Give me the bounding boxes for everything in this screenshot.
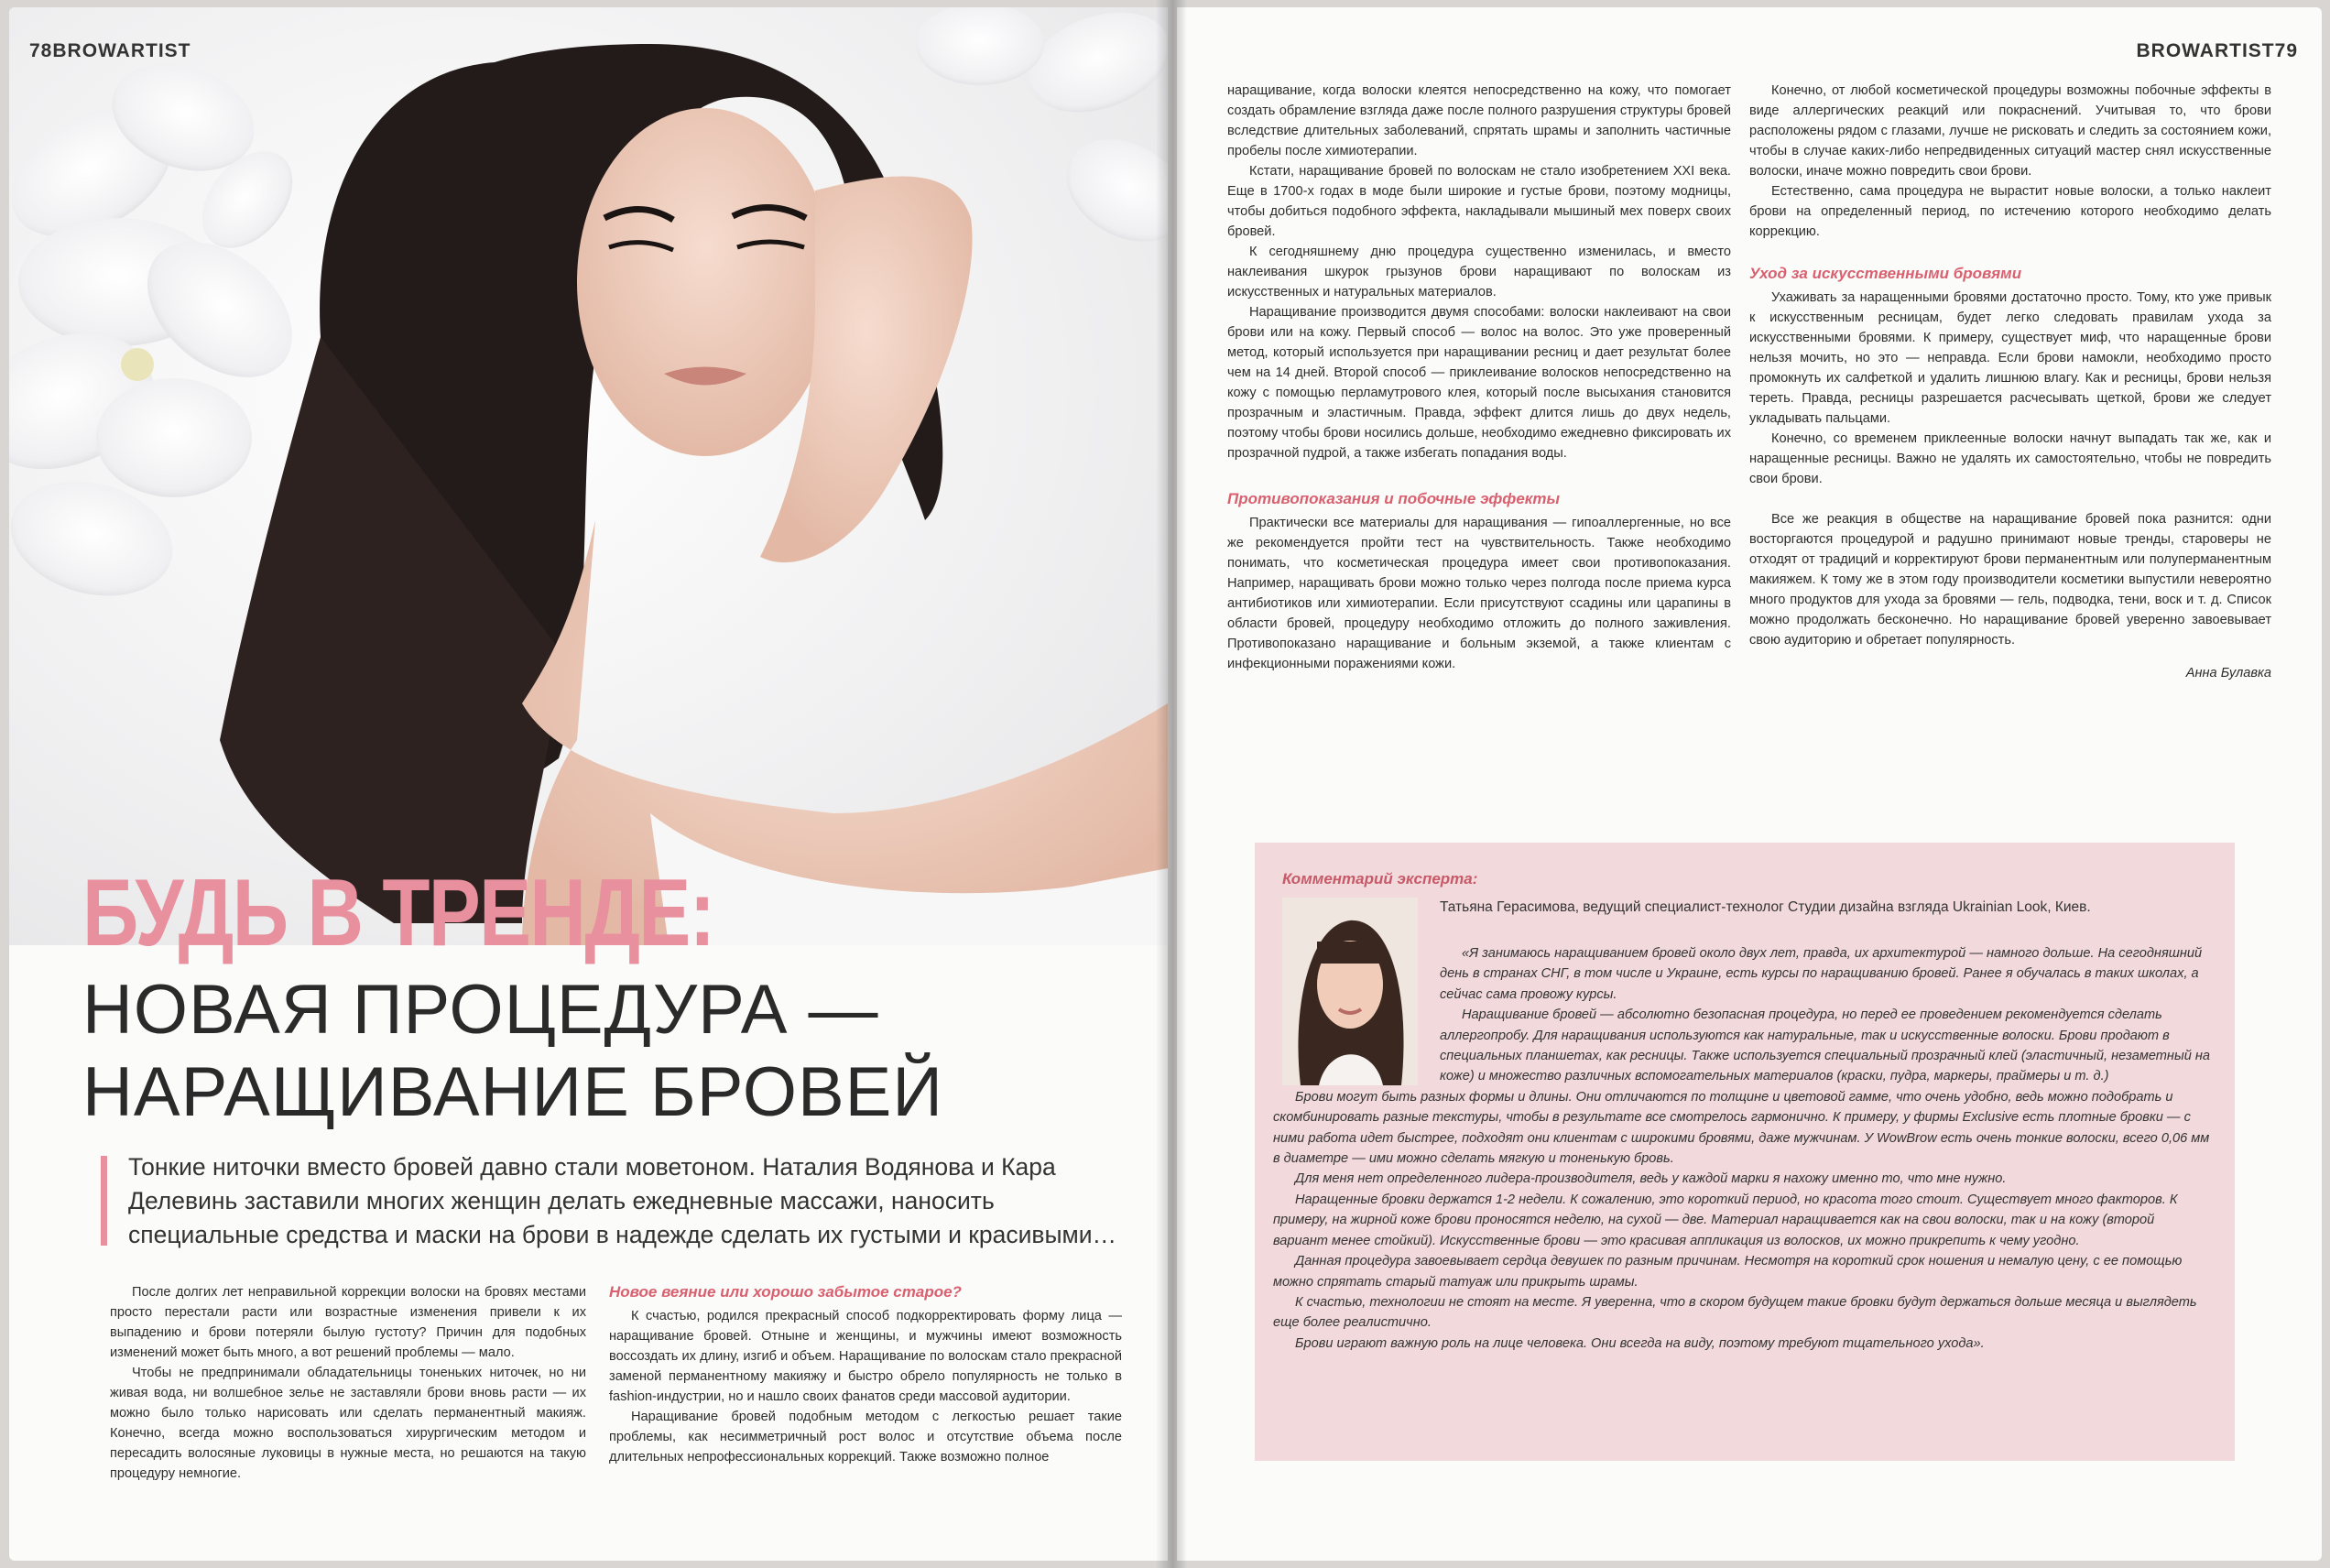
expert-name: Татьяна Герасимова, ведущий специалист-технолог Студии дизайна взгляда Ukrainian Look, Киев.	[1440, 899, 2091, 915]
headline-accent: БУДЬ В ТРЕНДЕ:	[82, 860, 714, 966]
hero-photo	[9, 7, 1168, 945]
left-column-1	[110, 1282, 586, 1484]
left-column-2	[609, 1282, 1122, 1467]
section-heading: Противопоказания и побочные эффекты	[1227, 490, 1561, 507]
expert-comment-box	[1255, 843, 2235, 1461]
right-column-1	[1227, 81, 1731, 674]
paragraph: Наращивание бровей подобным методом с легкостью решает такие проблемы, как несимметричный рост волос и отсутствие объема после длительных непрофессиональных коррекций. Также возможно полное	[609, 1410, 1122, 1465]
paragraph: Наращивание производится двумя способами: волоски наклеивают на свои брови или на кожу. Первый способ — волос на волос. Это уже проверенный метод, который используется при наращивании ресниц и дает результат более чем на 14 дней. Второй способ — приклеивание волосков непосредственно на кожу с помощью перламутрового клея, который после высыхания становится прозрачным и эластичным. Правда, эффект длится лишь до двух недель, поэтому чтобы брови носились дольше, необходимо ежедневно фиксировать их прозрачной пудрой, а также избегать попадания воды.	[1227, 305, 1731, 461]
lead-paragraph: Тонкие ниточки вместо бровей давно стали моветоном. Наталия Водянова и Кара Делевинь заставили многих женщин делать ежедневные массажи, наносить специальные средства и маски на брови в надежде сделать их густыми и красивыми…	[128, 1153, 1117, 1248]
paragraph: К счастью, родился прекрасный способ подкорректировать форму лица — наращивание бровей. Отныне и женщины, и мужчины имеют возможность воссоздать их длину, изгиб и объем. Наращивание по волоскам стало прекрасной заменой перманентному макияжу и быстро обрело популярность не только в fashion-индустрии, но и нашло своих фанатов среди массовой аудитории.	[609, 1309, 1122, 1404]
paragraph: После долгих лет неправильной коррекции волоски на бровях местами просто перестали расти или возрастные изменения привели к их выпадению и брови потеряли былую густоту? Причин для подобных изменений может быть много, а вот решений проблемы — мало.	[110, 1285, 586, 1360]
paragraph: Практически все материалы для наращивания — гипоаллергенные, но все же рекомендуется пройти тест на чувствительность. Также необходимо понимать, что косметическая процедура имеет свои противопоказания. Например, наращивать брови можно только через полгода после приема курса антибиотиков или химиотерапии. Если присутствуют ссадины или царапины в области бровей, процедуру необходимо отложить до полного заживления. Противопоказано наращивание и больным экземой, а также клиентам с инфекционными поражениями кожи.	[1227, 516, 1731, 671]
lead-accent-bar	[101, 1156, 107, 1246]
paragraph: Ухаживать за наращенными бровями достаточно просто. Тому, кто уже привык к искусственным ресницам, будет легко следовать правилам ухода за искусственными бровями. К примеру, существует миф, что наращенные брови нельзя мочить, но это — неправда. Если брови намокли, необходимо просто промокнуть их салфеткой и удалить лишнюю влагу. Как и ресницы, брови нельзя тереть. Правда, ресницы разрешается расчесывать щеткой, брови же следует укладывать пальцами.	[1749, 290, 2271, 426]
hero-illustration	[9, 7, 1168, 945]
section-heading: Уход за искусственными бровями	[1749, 265, 2022, 282]
paragraph: Естественно, сама процедура не вырастит новые волоски, а только наклеит брови на определенный период, по истечению которого необходимо делать коррекцию.	[1749, 184, 2271, 239]
quote-paragraph: Наращенные бровки держатся 1-2 недели. К сожалению, это короткий период, но красота того стоит. Существует много факторов. К примеру, на жирной коже брови проносятся неделю, на сухой — две. Материал наращивается как на свои волоски, так и на кожу (второй вариант менее стойкий). Искусственные брови — это красивая аппликация из волосков, их можно прикрепить к чему угодно.	[1273, 1192, 2178, 1248]
quote-paragraph: Брови играют важную роль на лице человека. Они всегда на виду, поэтому требуют тщательного ухода».	[1295, 1335, 1985, 1351]
quote-paragraph: Брови могут быть разных формы и длины. Они отличаются по толщине и цветовой гамме, что очень удобно, ведь можно подобрать и скомбинировать разные текстуры, чтобы в результате все смотрелось гармонично. К примеру, у фирмы Exclusive есть плотные бровки — с ними работа идет быстрее, подходят они клиентам с широкими бровями, даже мужчинам. У WowBrow есть очень тонкие волоски, всего 0,06 мм в диаметре — ими можно сделать мягкую и тоненькую бровь.	[1273, 1089, 2210, 1167]
paragraph: Чтобы не предпринимали обладательницы тоненьких ниточек, но ни живая вода, ни волшебное зелье не заставляли брови вновь расти — их можно было только нарисовать или сделать перманентный макияж. Конечно, всегда можно воспользоваться хирургическим методом и пересадить волосяные луковицы в нужные места, но решаются на такую процедуру немногие.	[110, 1366, 586, 1481]
headline-line-1: НОВАЯ ПРОЦЕДУРА —	[82, 971, 879, 1049]
paragraph: Конечно, со временем приклеенные волоски начнут выпадать так же, как и наращенные ресницы. Важно не удалять их самостоятельно, чтобы не повредить свои брови.	[1749, 431, 2271, 486]
quote-paragraph: Для меня нет определенного лидера-производителя, ведь у каждой марки я нахожу именно то, что мне нужно.	[1295, 1171, 2007, 1187]
paragraph: К сегодняшнему дню процедура существенно изменилась, и вместо наклеивания шкурок грызунов брови наращивают по волоскам из искусственных и натуральных материалов.	[1227, 245, 1731, 299]
photo-spacer	[1273, 943, 1440, 1085]
quote-paragraph: Наращивание бровей — абсолютно безопасная процедура, но перед ее проведением рекомендуется сделать аллергопробу. Для наращивания используются как натуральные, так и искусственные волоски. Брови продают в специальных планшетах, как ресницы. Также используется специальный прозрачный клей (эластичный, незаметный на коже) и множество различных вспомогательных материалов (краски, пудра, маркеры, праймеры и т. д.)	[1440, 1007, 2211, 1084]
headline-title	[82, 969, 943, 1134]
expert-quote	[1273, 943, 2212, 1354]
right-column-2	[1749, 81, 2271, 683]
quote-paragraph: Данная процедура завоевывает сердца девушек по разным причинам. Несмотря на короткий срок ношения и немалую цену, с ее помощью можно спрятать старый татуаж или прикрыть шрамы.	[1273, 1254, 2183, 1290]
spine-shadow	[1156, 0, 1187, 1568]
paragraph: наращивание, когда волоски клеятся непосредственно на кожу, что помогает создать обрамление взгляда даже после полного разрушения структуры бровей вследствие длительных заболеваний, спрятать шрамы и заполнить частичные пробелы после химиотерапии.	[1227, 83, 1731, 158]
paragraph: Конечно, от любой косметической процедуры возможны побочные эффекты в виде аллергических реакций или покраснений. Учитывая то, что брови расположены рядом с глазами, лучше не рисковать и следить за состоянием кожи, чтобы в случае каких-либо непредвиденных ситуаций мастер снял искусственные волоски, иначе можно повредить свои брови.	[1749, 83, 2271, 179]
paragraph: Все же реакция в обществе на наращивание бровей пока разнится: одни восторгаются процедурой и радушно принимают новые тренды, староверы не отходят от традиций и корректируют брови перманентным или полуперманентным макияжем. К тому же в этом году производители косметики выпустили невероятно много продуктов для ухода за бровями — гель, подводка, тени, воск и т. д. Список можно продолжать бесконечно. Но наращивание бровей уверенно завоевывает свою аудиторию и обретает популярность.	[1749, 512, 2271, 648]
paragraph: Кстати, наращивание бровей по волоскам не стало изобретением XXI века. Еще в 1700-х годах в моде были широкие и густые брови, поэтому модницы, чтобы добиться подобного эффекта, накладывали мышиный мех поверх своих бровей.	[1227, 164, 1731, 239]
page-number-right: BROWARTIST79	[2136, 40, 2298, 61]
expert-title: Комментарий эксперта:	[1282, 870, 1478, 887]
headline-line-2: НАРАЩИВАНИЕ БРОВЕЙ	[82, 1053, 943, 1131]
section-heading: Новое веяние или хорошо забытое старое?	[609, 1283, 962, 1301]
left-page	[9, 7, 1168, 1561]
right-page	[1177, 7, 2322, 1561]
quote-paragraph: «Я занимаюсь наращиванием бровей около двух лет, правда, их архитектурой — намного дольше. На сегодняшний день в странах СНГ, в том числе и Украине, есть курсы по наращиванию бровей. Ранее я обучалась в таких школах, а сейчас сама провожу курсы.	[1440, 946, 2203, 1002]
author-signature: Анна Булавка	[2185, 666, 2271, 681]
quote-paragraph: К счастью, технологии не стоят на месте. Я уверенна, что в скором будущем такие бровки будут держаться дольше месяца и выглядеть еще более реалистично.	[1273, 1294, 2197, 1331]
page-number-left: 78BROWARTIST	[29, 40, 191, 61]
